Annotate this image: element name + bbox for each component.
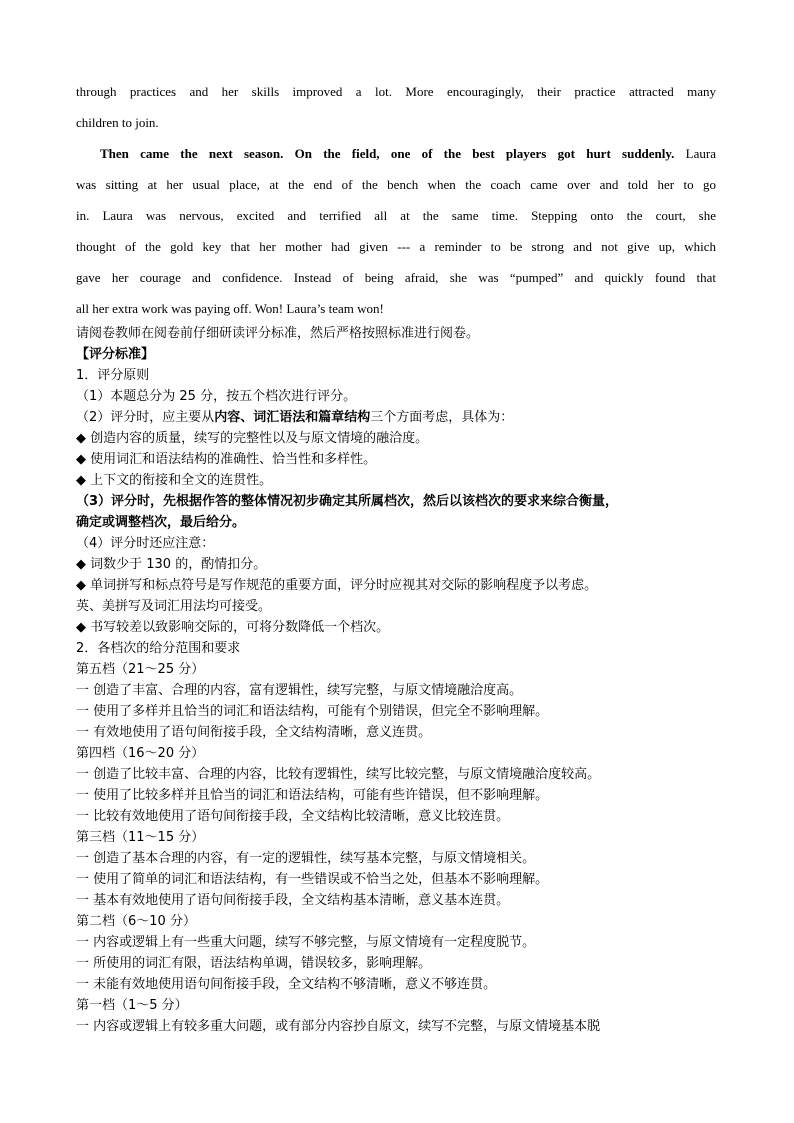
rubric-item: （4）评分时还应注意：	[76, 536, 215, 551]
level-title: 第一档（1～5 分）	[76, 998, 188, 1013]
passage-bold-sentence: Then came the next season. On the field, one of the best players got hurt suddenly.	[100, 146, 675, 161]
level-item: 一 创造了丰富、合理的内容，富有逻辑性，续写完整，与原文情境融洽度高。	[76, 683, 523, 698]
level-item: 一 基本有效地使用了语句间衔接手段，全文结构基本清晰，意义基本连贯。	[76, 893, 510, 908]
level-item: 一 创造了比较丰富、合理的内容，比较有逻辑性，续写比较完整，与原文情境融洽度较高。	[76, 767, 601, 782]
level-title: 第四档（16～20 分）	[76, 746, 205, 761]
level-item: 一 内容或逻辑上有较多重大问题，或有部分内容抄自原文，续写不完整，与原文情境基本脱	[76, 1019, 601, 1034]
level-item: 一 有效地使用了语句间衔接手段，全文结构清晰，意义连贯。	[76, 725, 432, 740]
bullet-item: ◆ 单词拼写和标点符号是写作规范的重要方面，评分时应视其对交际的影响程度予以考虑。	[76, 578, 598, 593]
level-item: 一 创造了基本合理的内容，有一定的逻辑性，续写基本完整，与原文情境相关。	[76, 851, 536, 866]
rubric-text: （2）评分时，应主要从	[76, 410, 215, 425]
bullet-continuation: 英、美拼写及词汇用法均可接受。	[76, 599, 272, 614]
passage-line: children to join.	[76, 115, 159, 130]
level-title: 第三档（11～15 分）	[76, 830, 205, 845]
section-title: 2．各档次的给分范围和要求	[76, 641, 241, 656]
rubric-item-bold: 确定或调整档次，最后给分。	[76, 515, 246, 530]
passage-line: all her extra work was paying off. Won! Laura’s team won!	[76, 301, 384, 316]
bullet-item: ◆ 词数少于 130 的，酌情扣分。	[76, 557, 267, 572]
level-item: 一 使用了多样并且恰当的词汇和语法结构，可能有个别错误，但完全不影响理解。	[76, 704, 549, 719]
bullet-item: ◆ 上下文的衔接和全文的连贯性。	[76, 473, 273, 488]
bullet-item: ◆ 使用词汇和语法结构的准确性、恰当性和多样性。	[76, 452, 377, 467]
level-title: 第二档（6～10 分）	[76, 914, 196, 929]
level-item: 一 所使用的词汇有限，语法结构单调，错误较多，影响理解。	[76, 956, 432, 971]
rubric-item	[76, 408, 726, 428]
level-item: 一 使用了简单的词汇和语法结构，有一些错误或不恰当之处，但基本不影响理解。	[76, 872, 549, 887]
rubric-intro: 请阅卷教师在阅卷前仔细研读评分标准，然后严格按照标准进行阅卷。	[76, 326, 480, 341]
level-item: 一 比较有效地使用了语句间衔接手段，全文结构比较清晰，意义比较连贯。	[76, 809, 510, 824]
passage-line: thought of the gold key that her mother had given --- a reminder to be strong and not give up, which	[76, 239, 716, 254]
bullet-item: ◆ 创造内容的质量，续写的完整性以及与原文情境的融洽度。	[76, 431, 429, 446]
rubric-emphasis: 内容、词汇语法和篇章结构	[214, 410, 371, 425]
rubric-text: 三个方面考虑，具体为：	[370, 410, 514, 425]
passage-line: in. Laura was nervous, excited and terrified all at the same time. Stepping onto the court, she	[76, 208, 716, 223]
rubric-item: （1）本题总分为 25 分，按五个档次进行评分。	[76, 389, 357, 404]
level-item: 一 内容或逻辑上有一些重大问题，续写不够完整，与原文情境有一定程度脱节。	[76, 935, 536, 950]
level-item: 一 未能有效地使用语句间衔接手段，全文结构不够清晰，意义不够连贯。	[76, 977, 497, 992]
passage-line: gave her courage and confidence. Instead of being afraid, she was “pumped” and quickly found that	[76, 270, 716, 285]
passage-line: Laura	[674, 146, 716, 161]
passage-line: was sitting at her usual place, at the end of the bench when the coach came over and told her to go	[76, 177, 716, 192]
passage-paragraph-start	[100, 146, 716, 162]
level-item: 一 使用了比较多样并且恰当的词汇和语法结构，可能有些许错误，但不影响理解。	[76, 788, 549, 803]
passage-line: through practices and her skills improved a lot. More encouragingly, their practice attracted many	[76, 84, 716, 99]
level-title: 第五档（21～25 分）	[76, 662, 205, 677]
rubric-heading: 【评分标准】	[76, 347, 155, 362]
section-title: 1．评分原则	[76, 368, 150, 383]
rubric-item-bold: （3）评分时，先根据作答的整体情况初步确定其所属档次，然后以该档次的要求来综合衡量，	[76, 494, 619, 509]
bullet-item: ◆ 书写较差以致影响交际的，可将分数降低一个档次。	[76, 620, 390, 635]
